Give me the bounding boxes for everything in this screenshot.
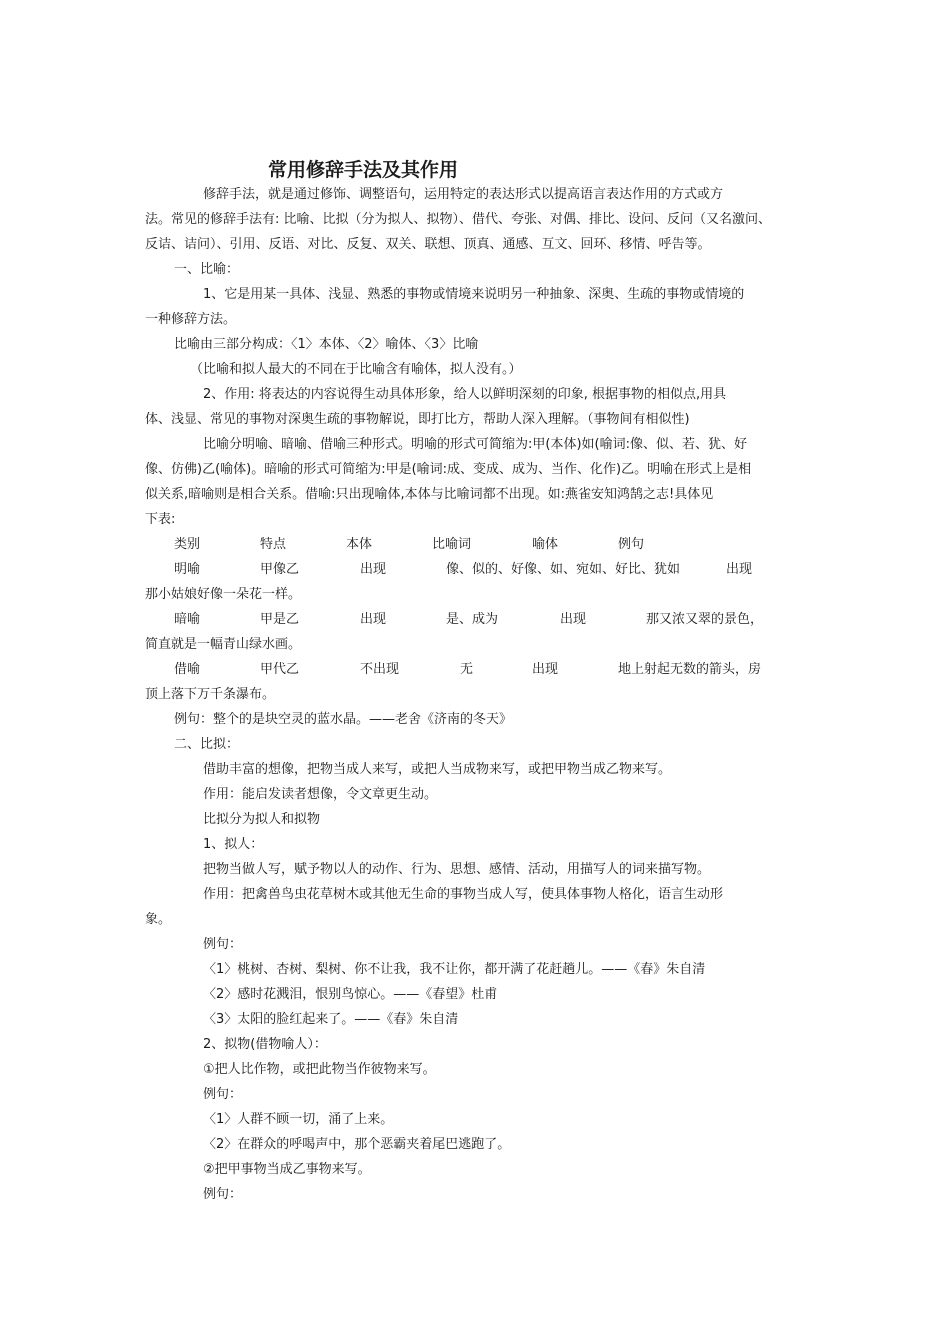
simile-parts: 比喻由三部分构成：〈1〉本体、〈2〉喻体、〈3〉比喻 — [174, 337, 479, 352]
personification-heading: 1、拟人： — [203, 837, 264, 852]
table-header-cell: 类别 — [174, 537, 201, 552]
table-cell: 甲像乙 — [260, 562, 300, 577]
table-header-cell: 喻体 — [532, 537, 559, 552]
table-cell: 出现 — [360, 562, 387, 577]
simile-effect-line-2: 体、浅显、常见的事物对深奥生疏的事物解说，即打比方，帮助人深入理解。（事物间有相似性) — [145, 412, 690, 427]
section-heading-analogy: 二、比拟： — [174, 737, 240, 752]
personification-example-2: 〈2〉感时花溅泪，恨别鸟惊心。——《春望》杜甫 — [203, 987, 498, 1002]
objectification-example-label: 例句： — [203, 1087, 243, 1102]
objectification-point-1: ①把人比作物，或把此物当作彼物来写。 — [203, 1062, 436, 1077]
objectification-example-2: 〈2〉在群众的呼喝声中，那个恶霸夹着尾巴逃跑了。 — [203, 1137, 511, 1152]
table-cell: 地上射起无数的箭头，房 — [618, 662, 762, 677]
simile-definition-line-2: 一种修辞方法。 — [145, 312, 237, 327]
table-header-cell: 本体 — [346, 537, 373, 552]
table-cell: 不出现 — [360, 662, 400, 677]
simile-types-line-2: 像、仿佛)乙(喻体)。暗喻的形式可简缩为:甲是(喻词:成、变成、成为、当作、化作)乙。明喻在形式上是相 — [145, 462, 752, 477]
simile-types-line-4: 下表: — [145, 512, 176, 527]
objectification-example-1: 〈1〉人群不顾一切，涌了上来。 — [203, 1112, 394, 1127]
table-cell: 无 — [460, 662, 474, 677]
table-cell: 像、似的、好像、如、宛如、好比、犹如 — [446, 562, 681, 577]
personification-example-3: 〈3〉太阳的脸红起来了。——《春》朱自清 — [203, 1012, 459, 1027]
table-cell: 甲代乙 — [260, 662, 300, 677]
personification-example-1: 〈1〉桃树、杏树、梨树、你不让我，我不让你，都开满了花赶趟儿。——《春》朱自清 — [203, 962, 706, 977]
table-header-cell: 比喻词 — [432, 537, 472, 552]
table-cell: 是、成为 — [446, 612, 499, 627]
table-cell: 暗喻 — [174, 612, 201, 627]
intro-line-2: 法。常见的修辞手法有: 比喻、比拟（分为拟人、拟物）、借代、夸张、对偶、排比、设问、反问（又名激问、 — [145, 212, 772, 227]
table-cell: 那又浓又翠的景色， — [646, 612, 764, 627]
personification-effect-line-2: 象。 — [145, 912, 172, 927]
table-cell: 甲是乙 — [260, 612, 300, 627]
simile-types-line-1: 比喻分明喻、暗喻、借喻三种形式。明喻的形式可简缩为:甲(本体)如(喻词:像、似、若、犹、好 — [203, 437, 747, 452]
analogy-definition: 借助丰富的想像，把物当成人来写，或把人当成物来写，或把甲物当成乙物来写。 — [203, 762, 672, 777]
intro-line-3: 反诘、诘问）、引用、反语、对比、反复、双关、联想、顶真、通感、互文、回环、移情、呼告等。 — [145, 237, 711, 252]
table-cell: 借喻 — [174, 662, 201, 677]
personification-example-label: 例句： — [203, 937, 243, 952]
intro-line-1: 修辞手法，就是通过修饰、调整语句，运用特定的表达形式以提高语言表达作用的方式或方 — [203, 187, 724, 202]
simile-types-line-3: 似关系,暗喻则是相合关系。借喻:只出现喻体,本体与比喻词都不出现。如:燕雀安知鸿鹄之志!具体见 — [145, 487, 714, 502]
simile-example: 例句：整个的是块空灵的蓝水晶。——老舍《济南的冬天》 — [174, 712, 513, 727]
table-cell: 出现 — [726, 562, 753, 577]
simile-note: （比喻和拟人最大的不同在于比喻含有喻体，拟人没有。） — [190, 362, 522, 377]
objectification-example-label-2: 例句： — [203, 1187, 243, 1202]
simile-definition-line-1: 1、它是用某一具体、浅显、熟悉的事物或情境来说明另一种抽象、深奥、生疏的事物或情境的 — [203, 287, 745, 302]
section-heading-simile: 一、比喻： — [174, 262, 240, 277]
table-cell: 出现 — [560, 612, 587, 627]
analogy-types: 比拟分为拟人和拟物 — [203, 812, 321, 827]
table-example: 那小姑娘好像一朵花一样。 — [145, 587, 302, 602]
table-example: 顶上落下万千条瀑布。 — [145, 687, 276, 702]
table-cell: 出现 — [532, 662, 559, 677]
table-header-cell: 特点 — [260, 537, 287, 552]
table-example: 简直就是一幅青山绿水画。 — [145, 637, 302, 652]
objectification-point-2: ②把甲事物当成乙事物来写。 — [203, 1162, 371, 1177]
personification-effect-line-1: 作用：把禽兽鸟虫花草树木或其他无生命的事物当成人写，使具体事物人格化，语言生动形 — [203, 887, 724, 902]
simile-effect-line-1: 2、作用: 将表达的内容说得生动具体形象，给人以鲜明深刻的印象, 根据事物的相似点,用具 — [203, 387, 727, 402]
table-header-cell: 例句 — [618, 537, 645, 552]
analogy-effect: 作用：能启发读者想像，令文章更生动。 — [203, 787, 438, 802]
personification-definition: 把物当做人写，赋予物以人的动作、行为、思想、感情、活动，用描写人的词来描写物。 — [203, 862, 711, 877]
document-title: 常用修辞手法及其作用 — [268, 159, 459, 181]
table-cell: 明喻 — [174, 562, 201, 577]
objectification-heading: 2、拟物(借物喻人）： — [203, 1037, 327, 1052]
table-cell: 出现 — [360, 612, 387, 627]
